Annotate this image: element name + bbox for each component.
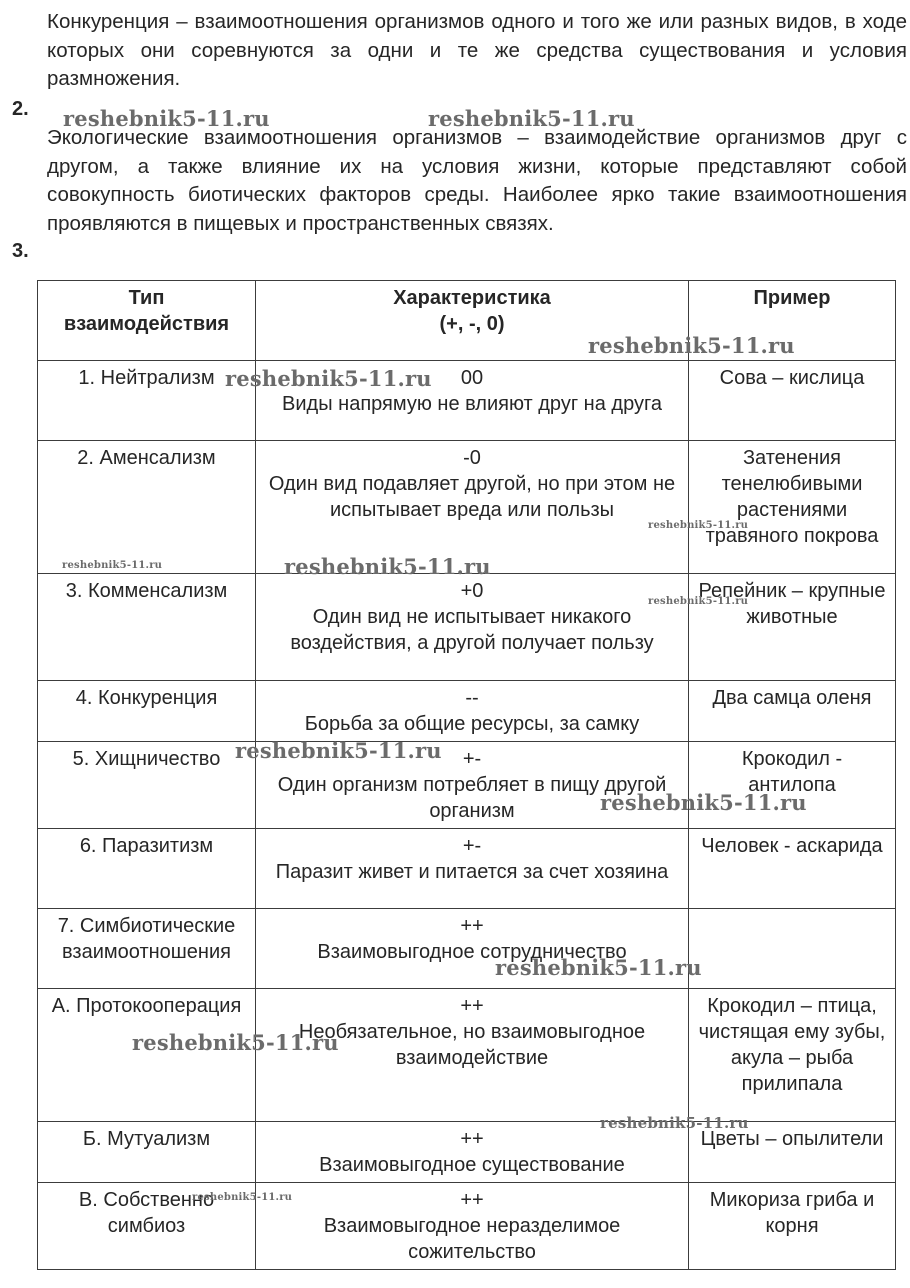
watermark: reshebnik5-11.ru	[648, 520, 749, 531]
header-type: Тип взаимодействия	[38, 281, 256, 361]
watermark: reshebnik5-11.ru	[235, 738, 442, 763]
watermark: reshebnik5-11.ru	[428, 106, 635, 131]
header-characteristic-signs: (+, -, 0)	[439, 313, 505, 335]
cell-example: Цветы – опылители	[689, 1122, 896, 1183]
cell-sign: -0	[463, 447, 481, 469]
table-row	[38, 829, 896, 909]
cell-characteristic	[256, 829, 689, 909]
watermark: reshebnik5-11.ru	[192, 1192, 293, 1203]
section-number-3: 3.	[12, 240, 29, 262]
cell-type: 6. Паразитизм	[38, 829, 256, 909]
cell-example: Сова – кислица	[689, 361, 896, 441]
ecological-relations-text: Экологические взаимоотношения организмов – взаимодействие организмов друг с другом, а также влияние их на условия жизни, которые представляют собой совокупность биотических факторов среды. Наиболее ярко такие взаимоотношения проявляются в пищевых и пространственных связях.	[47, 126, 907, 235]
header-example: Пример	[689, 281, 896, 361]
cell-description: Взаимовыгодное неразделимое сожительство	[323, 1215, 621, 1263]
cell-type: 1. Нейтрализм	[38, 361, 256, 441]
cell-example: Репейник – крупные животные	[689, 574, 896, 681]
cell-sign: +-	[462, 835, 482, 857]
cell-example: Крокодил - антилопа	[689, 742, 896, 829]
cell-sign: ++	[460, 915, 484, 937]
cell-example: Человек - аскарида	[689, 829, 896, 909]
cell-sign: ++	[460, 1189, 484, 1211]
watermark: reshebnik5-11.ru	[600, 790, 807, 815]
cell-example	[689, 909, 896, 989]
table-row	[38, 681, 896, 742]
competition-definition: Конкуренция – взаимоотношения организмов одного и того же или разных видов, в ходе которых они соревнуются за одни и те же средства существования и условия размножения.	[47, 10, 907, 90]
cell-characteristic	[256, 989, 689, 1122]
cell-example: Два самца оленя	[689, 681, 896, 742]
watermark: reshebnik5-11.ru	[600, 1114, 749, 1132]
cell-description: Борьба за общие ресурсы, за самку	[304, 713, 640, 735]
cell-sign: --	[465, 687, 479, 709]
cell-example: Крокодил – птица, чистящая ему зубы, акула – рыба прилипала	[689, 989, 896, 1122]
cell-type: 3. Комменсализм	[38, 574, 256, 681]
cell-characteristic	[256, 1183, 689, 1270]
cell-sign: +0	[460, 580, 484, 602]
section-number-2: 2.	[12, 98, 29, 120]
watermark: reshebnik5-11.ru	[132, 1030, 339, 1055]
interaction-types-table	[37, 280, 896, 1270]
cell-description: Взаимовыгодное существование	[319, 1154, 625, 1176]
cell-description: Один организм потребляет в пищу другой организм	[277, 774, 667, 822]
cell-sign: +-	[462, 748, 482, 770]
cell-description: Паразит живет и питается за счет хозяина	[275, 861, 669, 883]
cell-description: Необязательное, но взаимовыгодное взаимодействие	[298, 1021, 646, 1069]
table-row	[38, 361, 896, 441]
cell-example: Микориза гриба и корня	[689, 1183, 896, 1270]
cell-description: Виды напрямую не влияют друг на друга	[282, 393, 662, 415]
table-row	[38, 1122, 896, 1183]
cell-type: 5. Хищничество	[38, 742, 256, 829]
table-row	[38, 574, 896, 681]
cell-sign: 00	[460, 367, 484, 389]
watermark: reshebnik5-11.ru	[225, 366, 432, 391]
cell-type: Б. Мутуализм	[38, 1122, 256, 1183]
watermark: reshebnik5-11.ru	[588, 333, 795, 358]
cell-type: В. Собственно симбиоз	[38, 1183, 256, 1270]
watermark: reshebnik5-11.ru	[62, 560, 163, 571]
table-row	[38, 909, 896, 989]
cell-description: Один вид подавляет другой, но при этом не испытывает вреда или пользы	[268, 473, 676, 521]
cell-example: Затенения тенелюбивыми растениями травяного покрова	[689, 441, 896, 574]
cell-characteristic	[256, 681, 689, 742]
table-row	[38, 742, 896, 829]
cell-type: 2. Аменсализм	[38, 441, 256, 574]
table-row	[38, 1183, 896, 1270]
watermark: reshebnik5-11.ru	[648, 596, 749, 607]
cell-type: 7. Симбиотические взаимоотношения	[38, 909, 256, 989]
header-characteristic-title: Характеристика	[393, 287, 551, 309]
cell-type: 4. Конкуренция	[38, 681, 256, 742]
watermark: reshebnik5-11.ru	[63, 106, 270, 131]
cell-sign: ++	[460, 1128, 484, 1150]
cell-description: Один вид не испытывает никакого воздействия, а другой получает пользу	[290, 606, 654, 654]
watermark: reshebnik5-11.ru	[284, 554, 491, 579]
watermark: reshebnik5-11.ru	[495, 955, 702, 980]
cell-characteristic	[256, 574, 689, 681]
cell-type: А. Протокооперация	[38, 989, 256, 1122]
table-row	[38, 989, 896, 1122]
cell-sign: ++	[460, 995, 484, 1017]
cell-description: Взаимовыгодное сотрудничество	[317, 941, 627, 963]
